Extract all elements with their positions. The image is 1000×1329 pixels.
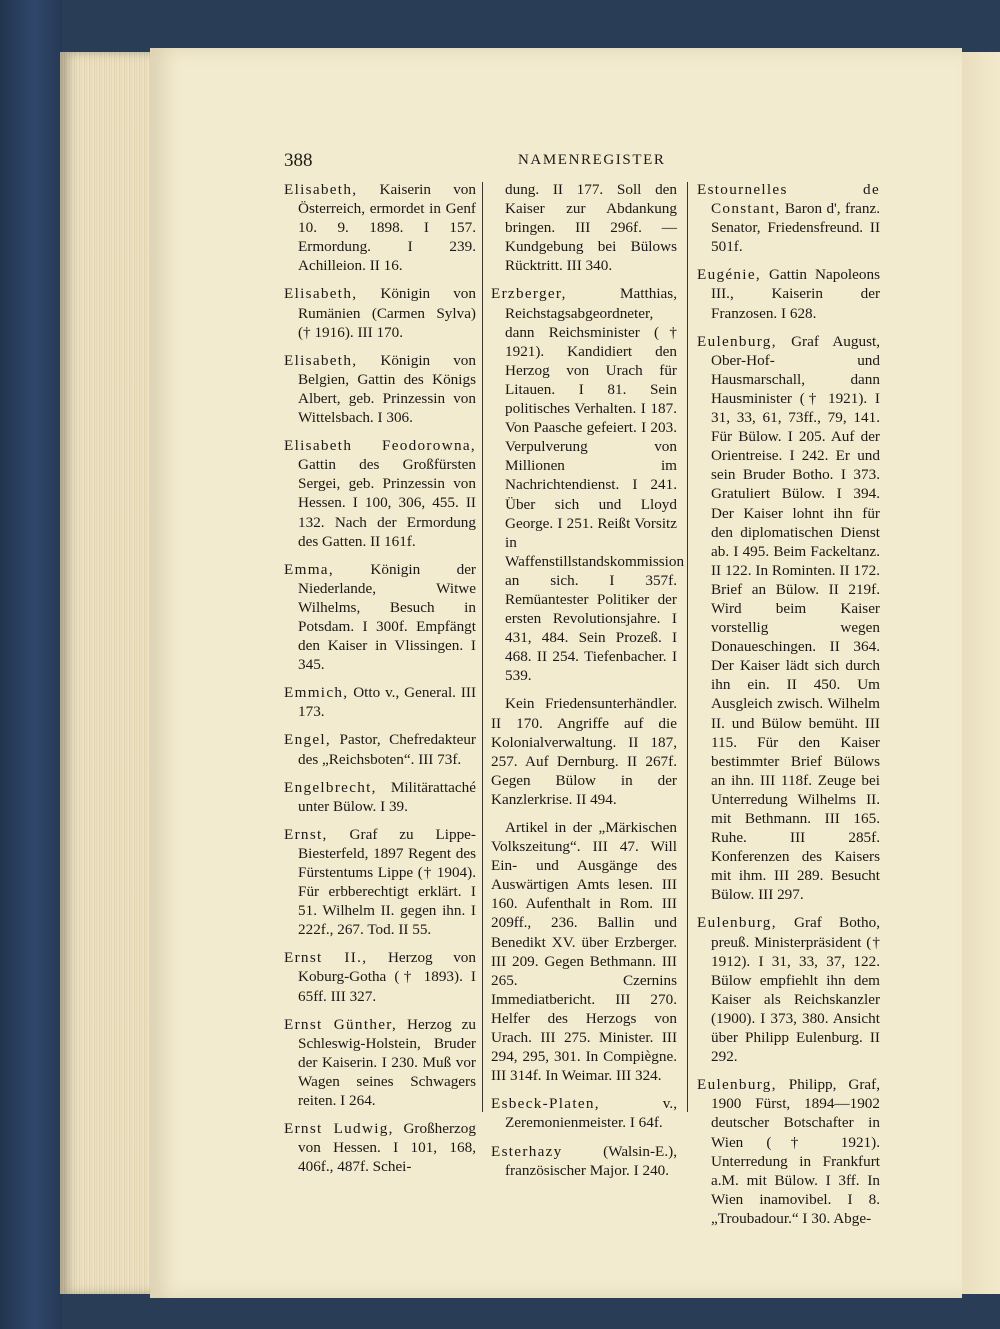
- entry-name: Emma,: [284, 560, 334, 578]
- index-entry: [284, 351, 476, 427]
- entry-text: Gattin Napoleons III., Kaiserin der Franzosen. I 628.: [711, 266, 880, 322]
- entry-name: Ernst Günther,: [284, 1015, 398, 1033]
- index-entry: [284, 1119, 476, 1176]
- entry-text: Graf zu Lippe-Biesterfeld, 1897 Regent des Fürstentums Lippe († 1904). Für erbberechtigt erklärt. I 51. Wilhelm II. gegen ihn. I 222f., 267. Tod. II 55.: [298, 825, 476, 939]
- entry-name: Ernst II.,: [284, 949, 368, 967]
- entry-text: Königin der Niederlande, Witwe Wilhelms, Besuch in Potsdam. I 300f. Empfängt den Kaiser in Vlissingen. I 345.: [298, 560, 476, 674]
- next-page-edge: [962, 52, 1000, 1294]
- entry-text: Graf Botho, preuß. Ministerpräsident († 1912). I 31, 33, 37, 122. Bülow empfiehlt ihn dem Kaiser als Reichskanzler (1900). I 373, 380. Ansicht über Philipp Eulenburg. II 292.: [711, 914, 880, 1066]
- entry-name: Engelbrecht,: [284, 778, 377, 796]
- entry-text: Herzog zu Schleswig-Holstein, Bruder der Kaiserin. I 230. Muß vor Wagen seines Schwagers reiten. I 264.: [298, 1015, 477, 1110]
- column-rule-right: [687, 182, 688, 1112]
- entry-name: Emmich,: [284, 684, 349, 702]
- index-entry: [284, 1015, 476, 1110]
- index-entry: [491, 284, 685, 685]
- entry-text: Gattin des Großfürsten Sergei, geb. Prinzessin von Hessen. I 100, 306, 455. II 132. Nach der Ermordung des Gatten. II 161f.: [298, 456, 476, 550]
- entry-name: Elisabeth,: [284, 285, 358, 303]
- index-entry-paragraph: Kein Friedensunterhändler. II 170. Angriffe auf die Kolonialverwaltung. II 187, 257. Auf Dernburg. II 267f. Gegen Bülow in der Kanzlerkrise. II 494.: [491, 695, 677, 808]
- entry-text: Königin von Rumänien (Carmen Sylva) († 1916). III 170.: [298, 285, 476, 341]
- index-entry: [284, 284, 476, 341]
- entry-name: Estournelles de Constant,: [697, 181, 880, 218]
- entry-text: Baron d', franz. Senator, Friedensfreund. II 501f.: [711, 200, 880, 256]
- entry-text: (Walsin-E.), französischer Major. I 240.: [505, 1142, 677, 1179]
- index-entry: [697, 332, 880, 905]
- entry-name: Ernst,: [284, 825, 328, 843]
- entry-name: Eulenburg,: [697, 332, 777, 350]
- entry-text: Königin von Belgien, Gattin des Königs Albert, geb. Prinzessin von Wittelsbach. I 306.: [298, 351, 476, 427]
- entry-name: Ernst Ludwig,: [284, 1120, 394, 1138]
- page-number: 388: [284, 150, 313, 171]
- page-edges: [60, 52, 160, 1294]
- index-entry: [491, 1094, 677, 1132]
- index-column-1: [284, 180, 476, 1185]
- index-entry: [697, 265, 880, 322]
- entry-name: Esbeck-Platen,: [491, 1095, 600, 1113]
- book-spine: [0, 0, 62, 1329]
- entry-name: Esterhazy: [491, 1142, 563, 1160]
- entry-text: Kaiserin von Österreich, ermordet in Genf 10. 9. 1898. I 157. Ermordung. I 239. Achilleion. II 16.: [298, 181, 476, 275]
- entry-text: Graf August, Ober-Hof- und Hausmarschall, dann Hausminister († 1921). I 31, 33, 61, 73ff., 79, 141. Für Bülow. I 205. Auf der Orientreise. I 242. Er und sein Bruder Botho. I 373. Gratuliert Bülow. I 394. Der Kaiser lohnt ihn für den diplomatischen Dienst ab. I 495. Beim Fackeltanz. II 122. In Rominten. II 172. Brief an Bülow. II 219f. Wird beim Kaiser vorstellig wegen Donaueschingen. II 364. Der Kaiser lädt sich durch ihn ein. II 450. Um Ausgleich zwisch. Wilhelm II. und Bülow bemüht. III 115. Für den Kaiser bestimmter Brief Bülows an ihn. III 118f. Zeuge bei Unterredung Wilhelms II. mit Bethmann. III 165. Ruhe. III 285f. Konferenzen des Kaisers mit ihm. III 289. Besucht Bülow. III 297.: [711, 332, 880, 904]
- entry-text: Pastor, Chefredakteur des „Reichsboten“. III 73f.: [298, 731, 476, 768]
- entry-name: Engel,: [284, 731, 332, 749]
- index-entry: [697, 913, 880, 1066]
- entry-text: Militärattaché unter Bülow. I 39.: [298, 778, 476, 815]
- index-entry: [697, 180, 880, 256]
- index-entry: [284, 948, 476, 1005]
- running-head: NAMENREGISTER: [518, 152, 666, 168]
- entry-name: Elisabeth,: [284, 351, 358, 369]
- entry-name: Eulenburg,: [697, 914, 777, 932]
- entry-text: Matthias, Reichstagsabgeordneter, dann Reichsminister († 1921). Kandidiert den Herzog von Urach für Litauen. I 81. Sein politisches Verhalten. I 187. Von Paasche gefeiert. I 203. Verpulverung von Millionen im Nachrichtendienst. I 241. Über sich und Lloyd George. I 251. Reißt Vorsitz in Waffenstillstandskommission an sich. I 357f. Remüantester Politiker der ersten Revolutionsjahre. I 431, 484. Sein Prozeß. I 468. II 254. Tiefenbacher. I 539.: [505, 285, 685, 685]
- entry-name: Eulenburg,: [697, 1076, 777, 1094]
- index-entry: [284, 436, 476, 551]
- entry-name: Elisabeth Feodorowna,: [284, 437, 476, 455]
- index-entry-paragraph: Artikel in der „Märkischen Volkszeitung“. III 47. Will Ein- und Ausgänge des Auswärtigen Amts lesen. III 160. Aufenthalt in Rom. III 209ff., 236. Ballin und Benedikt XV. über Erzberger. III 209. Gegen Bethmann. III 265. Czernins Immediatbericht. III 270. Helfer des Herzogs von Urach. III 275. Minister. III 294, 295, 301. In Compiègne. III 314f. In Weimar. III 324.: [491, 819, 677, 1085]
- index-entry: [284, 180, 476, 275]
- index-entry: [284, 778, 476, 816]
- index-entry: [284, 825, 476, 940]
- index-entry: [284, 730, 476, 768]
- column-rule-left: [482, 182, 483, 1112]
- entry-text: v., Zeremonienmeister. I 64f.: [505, 1095, 677, 1132]
- index-entry-continuation: dung. II 177. Soll den Kaiser zur Abdankung bringen. III 296f. — Kundgebung bei Bülows Rücktritt. III 340.: [505, 181, 677, 275]
- index-entry: [284, 683, 476, 721]
- index-entry: [491, 1142, 677, 1180]
- entry-name: Erzberger,: [491, 285, 567, 303]
- entry-name: Elisabeth,: [284, 181, 358, 198]
- entry-name: Eugénie,: [697, 266, 761, 284]
- entry-text: Großherzog von Hessen. I 101, 168, 406f., 487f. Schei-: [298, 1120, 476, 1176]
- entry-text: Philipp, Graf, 1900 Fürst, 1894—1902 deutscher Botschafter in Wien († 1921). Unterredung in Frankfurt a.M. mit Bülow. I 3ff. In Wien inamovibel. I 8. „Troubadour.“ I 30. Abge-: [711, 1076, 880, 1227]
- index-column-2: [491, 180, 685, 1189]
- entry-text: Otto v., General. III 173.: [298, 684, 476, 721]
- index-column-3: [697, 180, 880, 1237]
- entry-text: Herzog von Koburg-Gotha († 1893). I 65ff. III 327.: [298, 949, 476, 1005]
- index-entry: [697, 1075, 880, 1228]
- index-entry: [284, 560, 476, 675]
- page-header: [0, 150, 1000, 172]
